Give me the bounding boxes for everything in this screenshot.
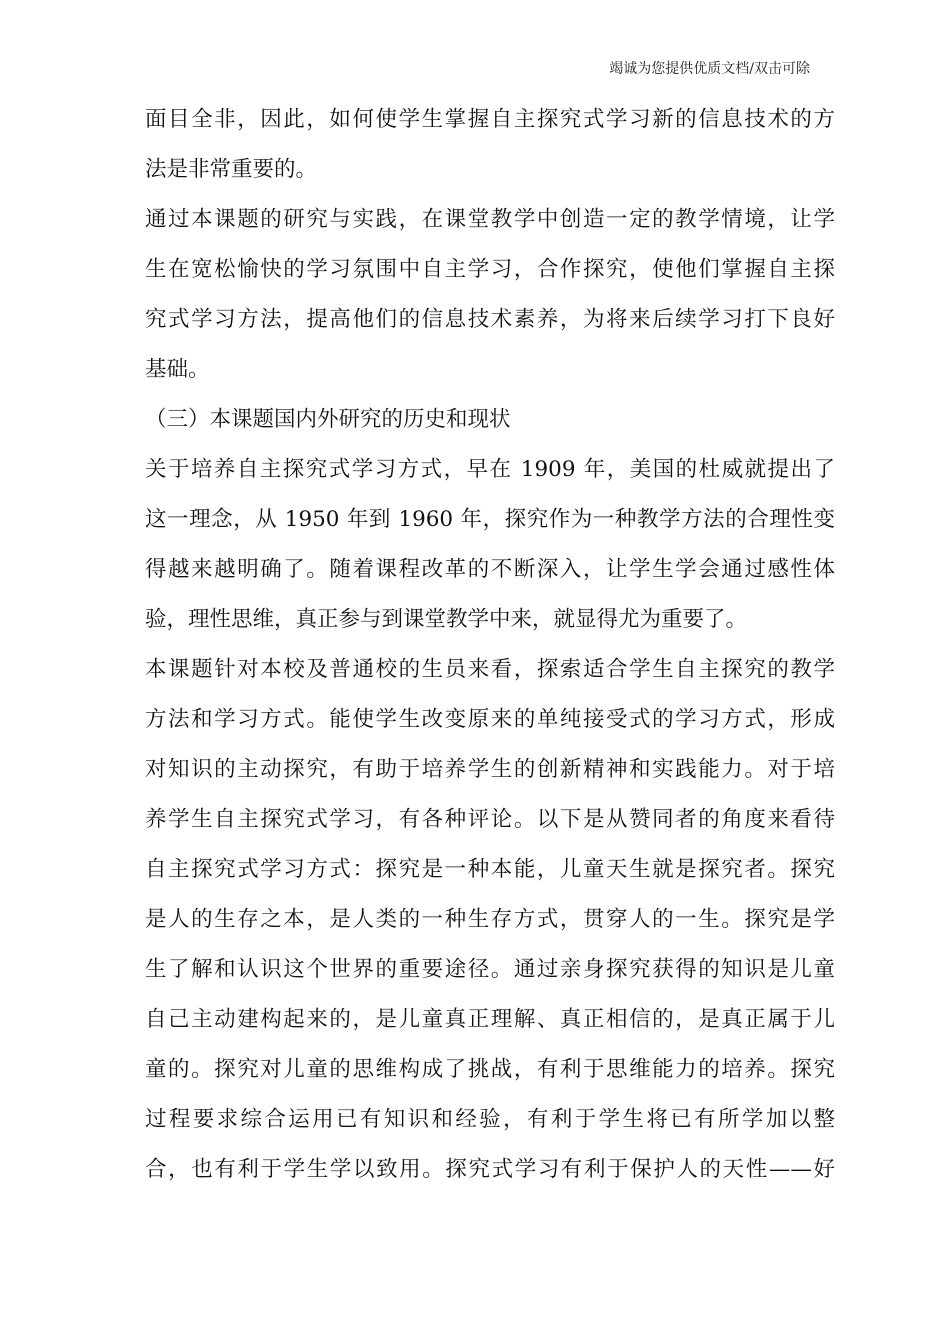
- text-line: 合，也有利于学生学以致用。探究式学习有利于保护人的天性——好: [145, 1157, 835, 1182]
- text-line: 得越来越明确了。随着课程改革的不断深入，让学生学会通过感性体: [145, 557, 835, 582]
- text-line: 验，理性思维，真正参与到课堂教学中来，就显得尤为重要了。: [145, 607, 748, 632]
- text-line: 养学生自主探究式学习，有各种评论。以下是从赞同者的角度来看待: [145, 807, 835, 832]
- text-line: （三）本课题国内外研究的历史和现状: [145, 407, 511, 432]
- text-line: 究式学习方法，提高他们的信息技术素养，为将来后续学习打下良好: [145, 307, 835, 332]
- header-note: 竭诚为您提供优质文档/双击可除: [609, 61, 810, 77]
- document-body: [145, 95, 835, 1195]
- text-line: 童的。探究对儿童的思维构成了挑战，有利于思维能力的培养。探究: [145, 1057, 835, 1082]
- text-line: 生在宽松愉快的学习氛围中自主学习，合作探究，使他们掌握自主探: [145, 257, 835, 282]
- text-line: 法是非常重要的。: [145, 157, 318, 182]
- text-line: 对知识的主动探究，有助于培养学生的创新精神和实践能力。对于培: [145, 757, 835, 782]
- text-line: 基础。: [145, 357, 210, 382]
- text-line: 本课题针对本校及普通校的生员来看，探索适合学生自主探究的教学: [145, 657, 835, 682]
- text-line: 关于培养自主探究式学习方式，早在 1909 年，美国的杜威就提出了: [145, 457, 835, 482]
- text-line: 是人的生存之本，是人类的一种生存方式，贯穿人的一生。探究是学: [145, 907, 835, 932]
- text-line: 面目全非，因此，如何使学生掌握自主探究式学习新的信息技术的方: [145, 107, 835, 132]
- text-line: 自主探究式学习方式：探究是一种本能，儿童天生就是探究者。探究: [145, 857, 835, 882]
- text-line: 通过本课题的研究与实践，在课堂教学中创造一定的教学情境，让学: [145, 207, 835, 232]
- text-line: 这一理念，从 1950 年到 1960 年，探究作为一种教学方法的合理性变: [145, 507, 835, 532]
- text-line: 自己主动建构起来的，是儿童真正理解、真正相信的，是真正属于儿: [145, 1007, 835, 1032]
- text-line: 生了解和认识这个世界的重要途径。通过亲身探究获得的知识是儿童: [145, 957, 835, 982]
- text-line: 方法和学习方式。能使学生改变原来的单纯接受式的学习方式，形成: [145, 707, 835, 732]
- text-line: 过程要求综合运用已有知识和经验，有利于学生将已有所学加以整: [145, 1107, 835, 1132]
